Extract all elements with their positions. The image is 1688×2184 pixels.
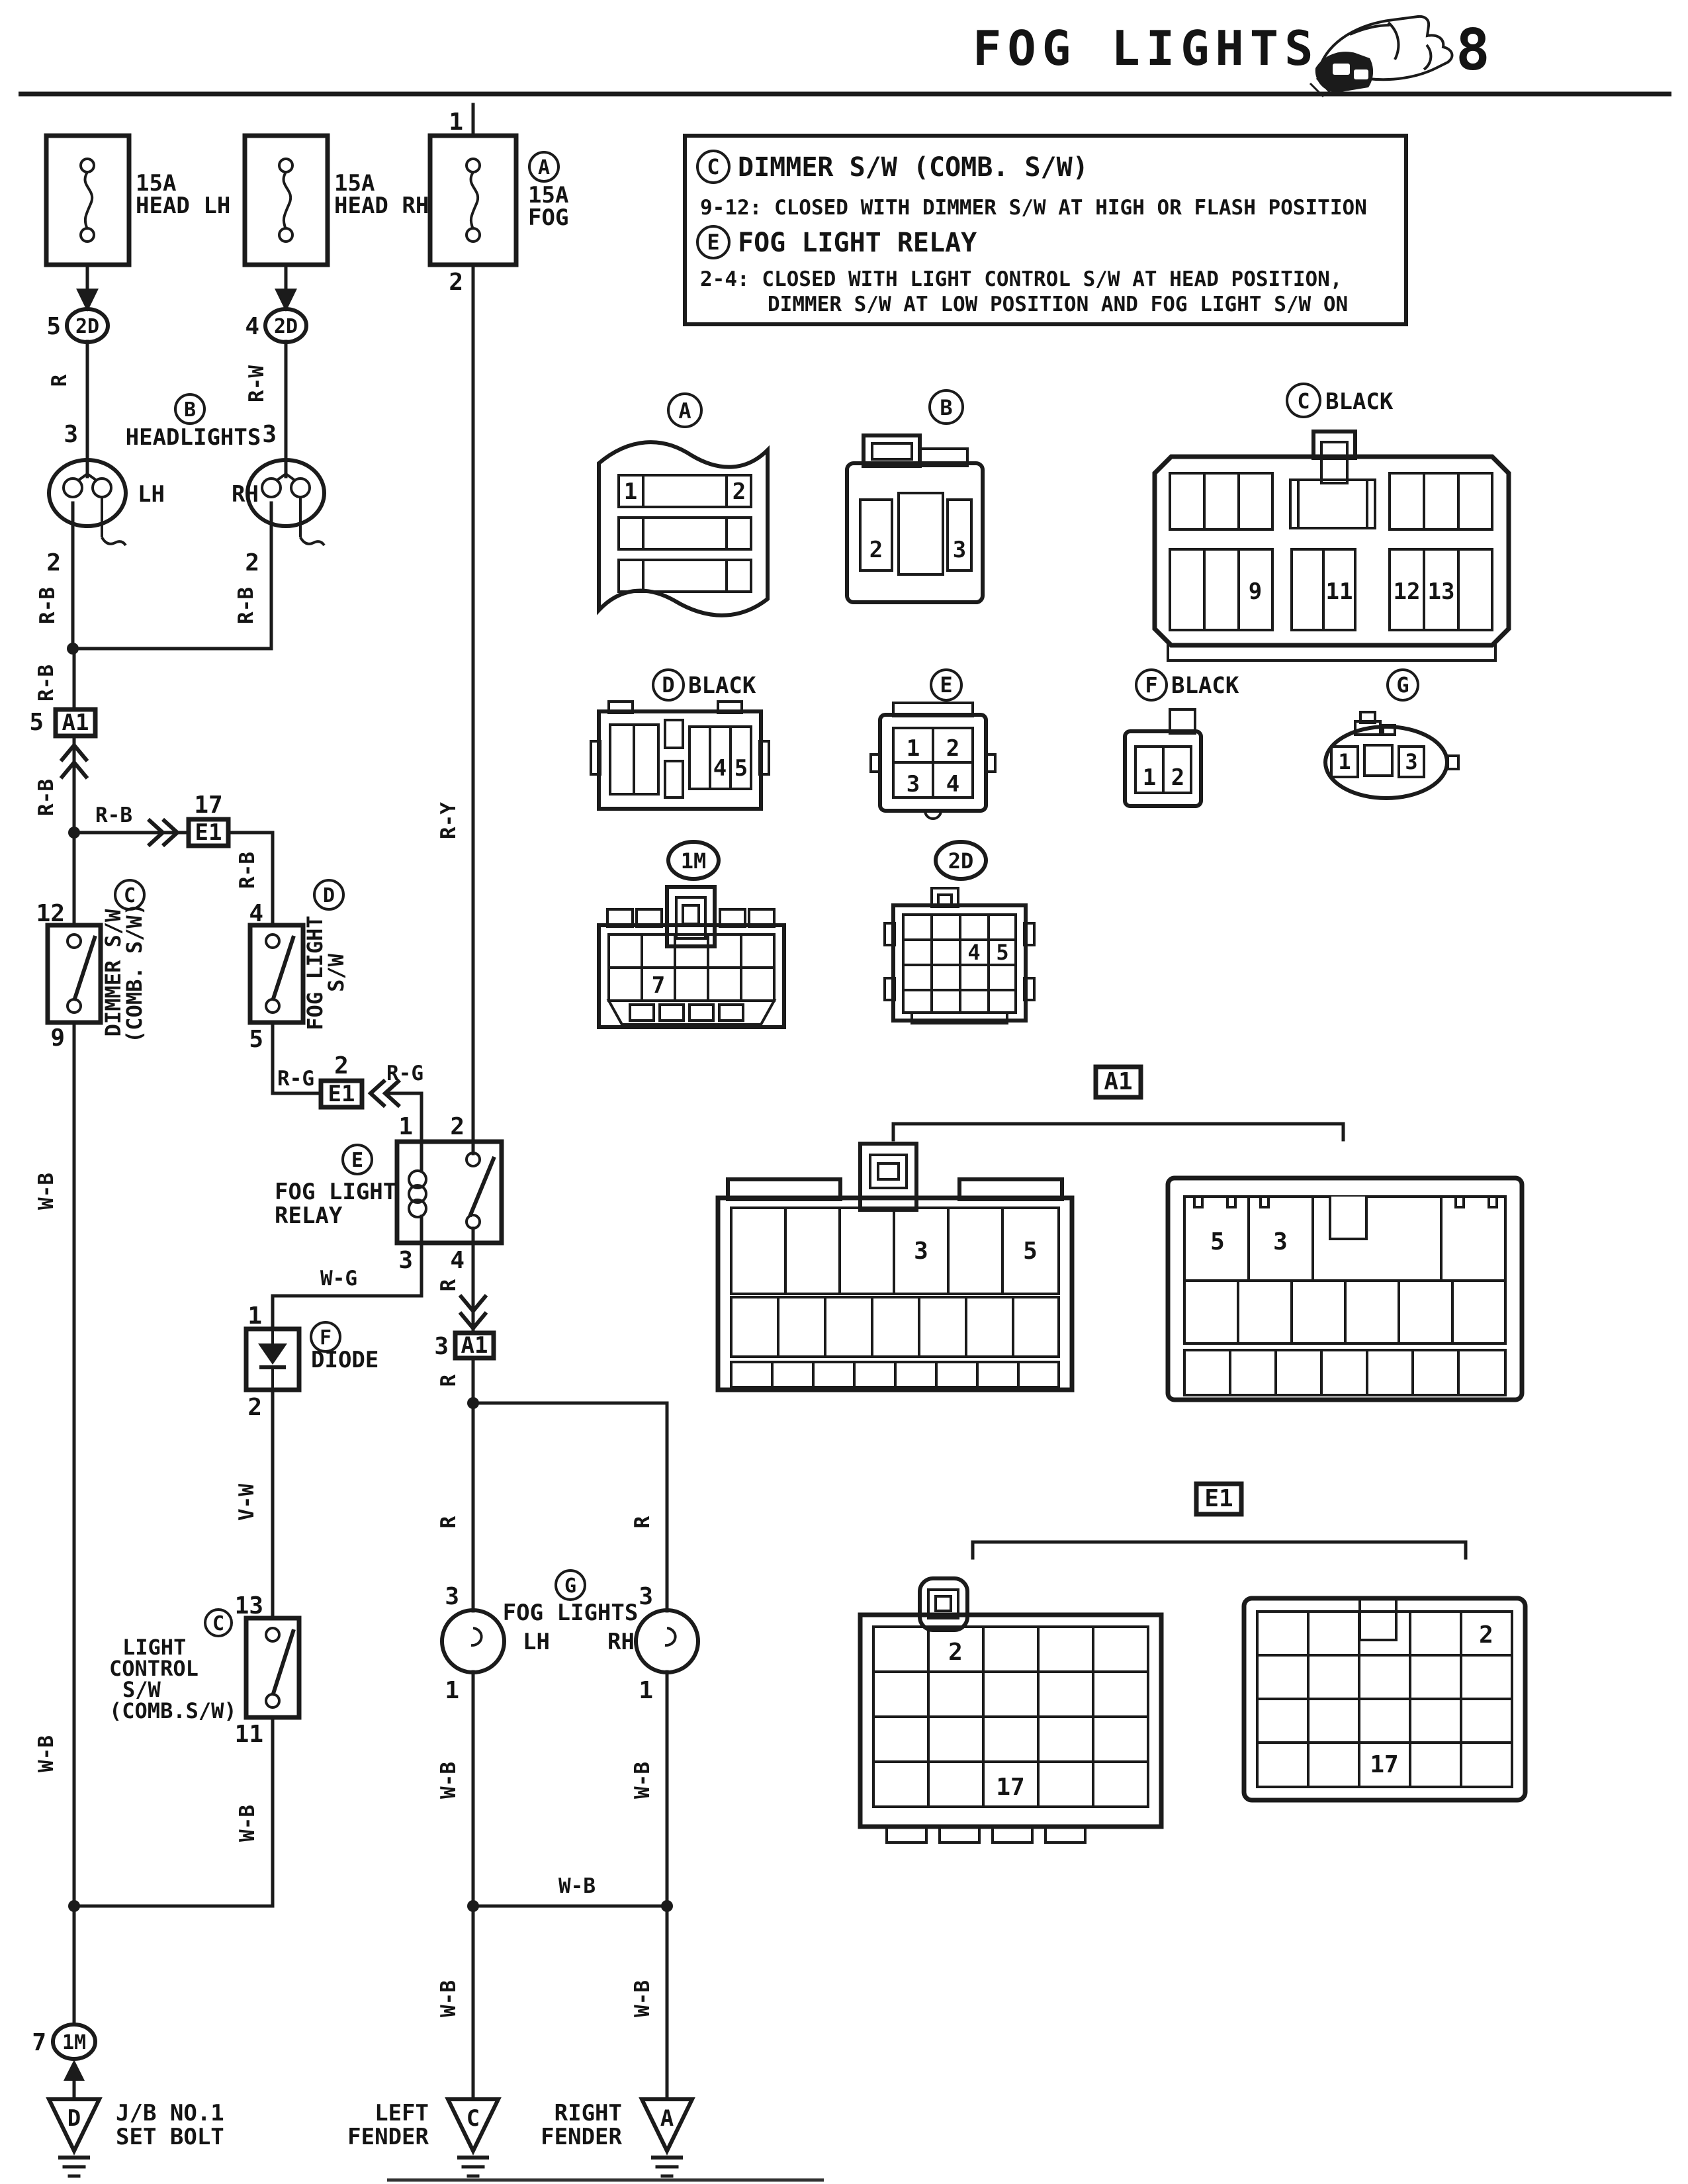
svg-text:1: 1 <box>247 1302 262 1330</box>
connector-ref-a1-5 <box>29 709 95 778</box>
svg-text:A1: A1 <box>62 709 89 736</box>
svg-text:1M: 1M <box>62 2031 87 2054</box>
svg-text:E: E <box>940 672 953 698</box>
svg-text:2: 2 <box>450 1113 465 1140</box>
svg-text:R: R <box>437 1516 461 1529</box>
svg-text:FOG LIGHTS: FOG LIGHTS <box>502 1600 639 1626</box>
svg-text:C: C <box>212 1612 225 1635</box>
svg-text:RH: RH <box>607 1629 635 1655</box>
svg-text:FENDER: FENDER <box>347 2124 429 2150</box>
svg-text:2D: 2D <box>75 315 100 338</box>
svg-text:G: G <box>564 1574 577 1598</box>
fuse-head-rh <box>245 136 429 265</box>
svg-text:11: 11 <box>234 1721 263 1748</box>
svg-text:5: 5 <box>249 1026 263 1053</box>
svg-text:F: F <box>319 1326 332 1349</box>
svg-text:9: 9 <box>1248 578 1263 605</box>
svg-text:DIODE: DIODE <box>311 1347 379 1373</box>
svg-text:LH: LH <box>523 1629 550 1655</box>
wire-label-rg: R-G <box>277 1067 314 1091</box>
note-item1-title: DIMMER S/W (COMB. S/W) <box>738 152 1088 183</box>
fog-light-relay <box>275 1113 502 1274</box>
ground-jb <box>49 2099 224 2176</box>
svg-text:G: G <box>1396 672 1409 698</box>
fog-lamps <box>442 1570 698 1704</box>
headlight-rh-label: RH <box>232 481 259 508</box>
wire-label-ry: R-Y <box>437 802 461 839</box>
svg-text:1: 1 <box>1142 764 1157 791</box>
svg-text:3: 3 <box>906 771 920 797</box>
svg-text:S/W: S/W <box>122 1677 161 1702</box>
svg-text:W-B: W-B <box>631 1762 654 1799</box>
fuse-fog-tag: A <box>537 156 551 179</box>
svg-text:2: 2 <box>1479 1621 1493 1649</box>
svg-text:12: 12 <box>36 900 65 927</box>
svg-text:5: 5 <box>46 313 61 340</box>
connector-ref-2d-lh <box>46 289 108 342</box>
fuse-rh-name: HEAD RH <box>334 193 429 219</box>
dimmer-switch <box>36 880 147 1052</box>
svg-text:RELAY: RELAY <box>275 1203 343 1229</box>
svg-text:A1: A1 <box>1104 1068 1133 1095</box>
fuse-head-lh <box>46 136 230 265</box>
svg-text:7: 7 <box>651 972 666 999</box>
svg-text:7: 7 <box>32 2029 46 2056</box>
ground-right-fender <box>541 2099 692 2176</box>
svg-text:1: 1 <box>623 478 638 505</box>
svg-text:W-B: W-B <box>437 1980 461 2017</box>
svg-text:D: D <box>662 672 675 698</box>
connector-1m <box>599 842 784 1027</box>
light-control-switch <box>109 1592 299 1748</box>
svg-text:R-G: R-G <box>386 1062 423 1085</box>
connector-ref-e1-17 <box>148 792 228 846</box>
note-item2-tag: E <box>707 230 720 255</box>
svg-text:C: C <box>1297 388 1310 414</box>
note-item2-body2: DIMMER S/W AT LOW POSITION AND FOG LIGHT S/W ON <box>768 293 1349 316</box>
svg-text:4: 4 <box>245 313 259 340</box>
svg-text:5: 5 <box>29 709 44 736</box>
connector-ref-1m <box>32 2025 95 2081</box>
svg-text:(COMB.S/W): (COMB.S/W) <box>109 1698 237 1723</box>
svg-text:2: 2 <box>948 1639 963 1666</box>
svg-text:2: 2 <box>46 549 61 576</box>
connector-b <box>847 390 983 602</box>
fuse-lh-amp: 15A <box>136 170 177 197</box>
svg-text:3: 3 <box>445 1583 459 1610</box>
svg-text:R: R <box>437 1374 461 1387</box>
svg-text:3: 3 <box>398 1247 413 1274</box>
svg-text:1: 1 <box>639 1677 653 1704</box>
connector-f <box>1125 670 1239 806</box>
svg-text:1: 1 <box>906 735 920 762</box>
svg-text:17: 17 <box>996 1774 1025 1801</box>
connector-ref-2d-rh <box>245 289 306 342</box>
svg-text:W-B: W-B <box>236 1805 259 1842</box>
svg-text:FOG LIGHT: FOG LIGHT <box>302 915 328 1030</box>
svg-text:2: 2 <box>1171 764 1185 791</box>
note-item1-tag: C <box>707 154 720 179</box>
svg-text:2: 2 <box>869 537 883 563</box>
connector-ref-a1-3 <box>434 1295 494 1360</box>
fuse-rh-amp: 15A <box>334 170 375 197</box>
svg-text:R: R <box>631 1516 654 1529</box>
svg-text:J/B NO.1: J/B NO.1 <box>116 2100 224 2126</box>
connector-e1-pair <box>860 1484 1525 1843</box>
svg-text:2: 2 <box>946 735 960 762</box>
fog-pin-bottom: 2 <box>449 269 463 296</box>
svg-text:FENDER: FENDER <box>541 2124 622 2150</box>
connector-a1-pair <box>718 1067 1522 1400</box>
svg-text:4: 4 <box>713 755 727 782</box>
svg-text:DIMMER S/W: DIMMER S/W <box>101 909 126 1037</box>
svg-text:1: 1 <box>1338 749 1351 774</box>
svg-text:R-B: R-B <box>34 664 58 702</box>
svg-text:3: 3 <box>64 421 78 448</box>
svg-text:CONTROL: CONTROL <box>109 1656 199 1681</box>
svg-text:3: 3 <box>952 537 967 563</box>
svg-text:S/W: S/W <box>324 954 349 992</box>
wire-label-wg: W-G <box>320 1267 357 1291</box>
ground-left-fender <box>347 2099 498 2176</box>
svg-text:D: D <box>322 884 335 907</box>
svg-text:1M: 1M <box>680 848 707 874</box>
svg-text:9: 9 <box>50 1024 65 1052</box>
fog-pin-top: 1 <box>449 109 463 136</box>
connector-d <box>591 670 769 809</box>
svg-text:13: 13 <box>1427 578 1455 605</box>
headlights-title: HEADLIGHTS <box>125 424 261 451</box>
svg-text:E1: E1 <box>195 819 222 846</box>
svg-text:W-B: W-B <box>34 1735 58 1772</box>
svg-text:1: 1 <box>445 1677 459 1704</box>
svg-text:2D: 2D <box>948 848 974 874</box>
svg-text:W-B: W-B <box>558 1874 596 1898</box>
note-item2-body1: 2-4: CLOSED WITH LIGHT CONTROL S/W AT HEAD POSITION, <box>700 267 1343 291</box>
svg-text:5: 5 <box>734 755 748 782</box>
note-box <box>685 136 1406 324</box>
svg-text:2: 2 <box>247 1394 262 1421</box>
svg-text:(COMB. S/W): (COMB. S/W) <box>122 903 147 1043</box>
fuse-fog <box>430 109 568 296</box>
headlight-lh-label: LH <box>138 481 165 508</box>
note-item1-body: 9-12: CLOSED WITH DIMMER S/W AT HIGH OR FLASH POSITION <box>700 196 1367 220</box>
svg-text:R: R <box>437 1279 461 1292</box>
svg-text:LEFT: LEFT <box>375 2100 429 2126</box>
svg-text:A1: A1 <box>461 1332 488 1359</box>
page-number: 8 <box>1456 17 1490 83</box>
svg-text:F: F <box>1145 672 1158 698</box>
fuse-lh-name: HEAD LH <box>136 193 231 219</box>
connector-g <box>1325 670 1458 798</box>
svg-text:17: 17 <box>1370 1751 1399 1778</box>
fuse-fog-amp: 15A <box>528 182 569 208</box>
svg-text:5: 5 <box>1023 1238 1038 1265</box>
svg-text:2D: 2D <box>273 315 298 338</box>
svg-text:2: 2 <box>334 1052 349 1079</box>
svg-text:A: A <box>660 2105 674 2132</box>
connector-d-color: BLACK <box>688 672 756 699</box>
connector-2d <box>885 842 1034 1023</box>
svg-text:SET BOLT: SET BOLT <box>116 2124 224 2150</box>
svg-text:D: D <box>67 2105 81 2132</box>
svg-text:E1: E1 <box>1204 1485 1233 1512</box>
svg-text:12: 12 <box>1393 578 1421 605</box>
svg-text:W-B: W-B <box>437 1762 461 1799</box>
svg-text:11: 11 <box>1325 578 1353 605</box>
note-item2-title: FOG LIGHT RELAY <box>738 228 977 258</box>
fog-light-switch <box>249 880 349 1053</box>
svg-text:R-B: R-B <box>236 852 259 889</box>
svg-text:4: 4 <box>450 1247 465 1274</box>
svg-text:3: 3 <box>639 1583 653 1610</box>
wire-label-rw: R-W <box>245 365 269 402</box>
svg-text:3: 3 <box>1273 1228 1288 1255</box>
connector-a <box>599 394 768 615</box>
svg-text:4: 4 <box>967 940 981 965</box>
svg-text:5: 5 <box>1210 1228 1225 1255</box>
connector-f-color: BLACK <box>1171 672 1239 699</box>
connector-c <box>1155 384 1509 660</box>
connector-c-color: BLACK <box>1325 388 1394 415</box>
svg-text:B: B <box>940 395 953 420</box>
diode <box>246 1302 378 1421</box>
svg-text:R-B: R-B <box>36 587 60 624</box>
svg-text:1: 1 <box>398 1113 413 1140</box>
svg-text:4: 4 <box>946 771 960 797</box>
wire-label-wb: W-B <box>34 1173 58 1210</box>
svg-text:E: E <box>351 1149 364 1172</box>
svg-text:17: 17 <box>194 792 223 819</box>
svg-text:R-B: R-B <box>95 803 132 827</box>
svg-text:3: 3 <box>434 1333 449 1360</box>
svg-text:R-B: R-B <box>34 779 58 816</box>
svg-text:2: 2 <box>245 549 259 576</box>
svg-text:13: 13 <box>234 1592 263 1619</box>
headlights-tag: B <box>183 398 197 422</box>
header <box>19 17 1671 97</box>
svg-text:3: 3 <box>262 421 277 448</box>
svg-text:W-B: W-B <box>631 1980 654 2017</box>
svg-text:RIGHT: RIGHT <box>554 2100 622 2126</box>
svg-text:2: 2 <box>732 478 746 505</box>
connector-e <box>871 670 995 819</box>
car-icon <box>1310 17 1452 97</box>
svg-text:E1: E1 <box>328 1081 355 1107</box>
wire-label-r: R <box>48 374 71 387</box>
fuse-fog-name: FOG <box>528 205 569 231</box>
svg-text:C: C <box>123 884 136 907</box>
svg-text:FOG LIGHT: FOG LIGHT <box>275 1179 397 1205</box>
wire-label-vw: V-W <box>235 1484 259 1521</box>
svg-text:4: 4 <box>249 900 263 927</box>
svg-text:A: A <box>678 398 691 424</box>
svg-text:5: 5 <box>996 940 1009 965</box>
svg-text:C: C <box>466 2105 480 2132</box>
svg-text:3: 3 <box>914 1238 928 1265</box>
svg-text:3: 3 <box>1405 749 1418 774</box>
svg-text:LIGHT: LIGHT <box>122 1635 187 1660</box>
svg-text:R-B: R-B <box>234 587 258 624</box>
page-title: FOG LIGHTS <box>973 21 1319 76</box>
